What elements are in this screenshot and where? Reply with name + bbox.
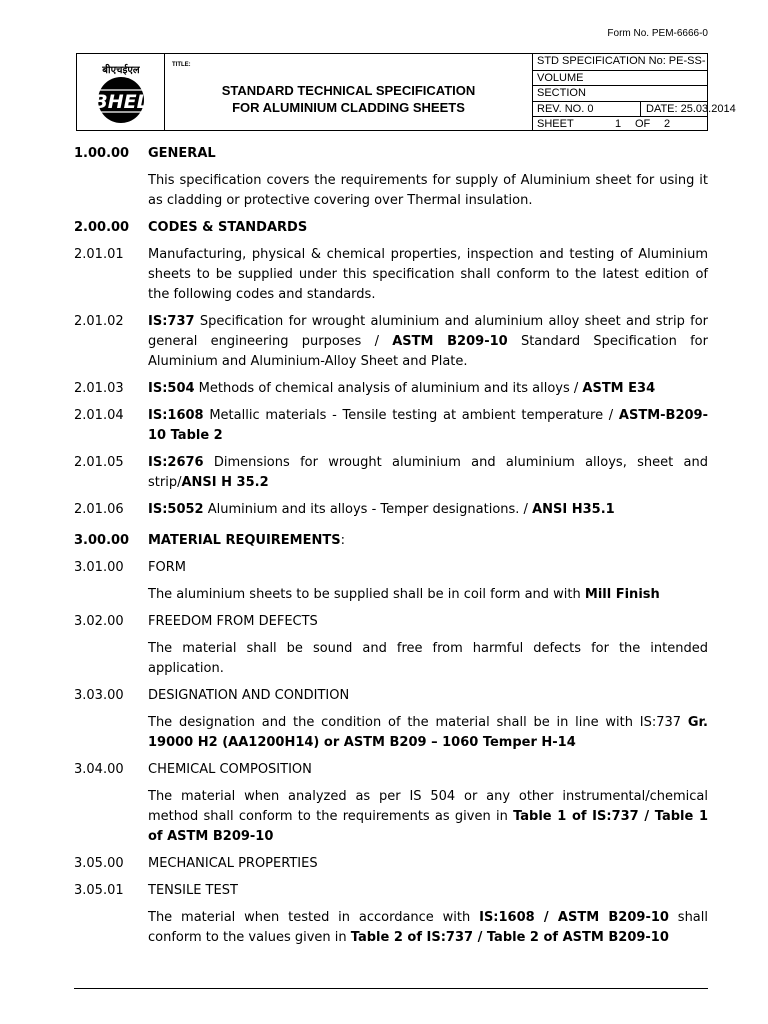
clause-2-01-05 — [74, 453, 708, 493]
clause-number: 2.01.05 — [74, 455, 124, 470]
standard-code: ANSI H 35.2 — [181, 475, 269, 490]
emphasis: Table 2 of IS:737 / Table 2 of ASTM B209-10 — [350, 930, 669, 945]
clause-3-02-00 — [74, 612, 708, 632]
sheet-of-label: OF — [635, 118, 651, 130]
section-heading — [148, 531, 708, 551]
volume-field: VOLUME — [533, 70, 707, 86]
section-number: 1.00.00 — [74, 146, 130, 161]
paragraph-text — [148, 585, 708, 605]
clause-number: 3.05.00 — [74, 856, 124, 871]
logo-text: BHEL — [93, 91, 149, 113]
clause-text — [148, 379, 708, 399]
clause-text: Manufacturing, physical & chemical properties, inspection and testing of Aluminium sheets to be supplied under this specification shall conform to the latest edition of the following codes and standards. — [148, 247, 708, 302]
clause-2-01-03 — [74, 379, 708, 399]
clause-number: 3.02.00 — [74, 614, 124, 629]
clause-2-01-01 — [74, 245, 708, 305]
section-heading: GENERAL — [148, 146, 216, 161]
clause-heading: DESIGNATION AND CONDITION — [148, 688, 350, 703]
paragraph — [74, 585, 708, 605]
clause-description: Metallic materials - Tensile testing at ambient temperature / — [203, 408, 619, 423]
clause-number: 2.01.02 — [74, 314, 124, 329]
paragraph — [74, 639, 708, 679]
clause-heading: FREEDOM FROM DEFECTS — [148, 614, 318, 629]
paragraph — [74, 787, 708, 847]
section-number: 3.00.00 — [74, 533, 130, 548]
revision-date: DATE: 25.03.2014 — [646, 102, 736, 115]
clause-number: 3.01.00 — [74, 560, 124, 575]
logo-hindi-text: बीएचईएल — [102, 65, 140, 76]
section-material-requirements — [74, 531, 708, 551]
paragraph-text: The material shall be sound and free from harmful defects for the intended application. — [148, 641, 708, 676]
clause-number: 3.05.01 — [74, 883, 124, 898]
revision-divider — [640, 102, 641, 117]
clause-3-05-01 — [74, 881, 708, 901]
clause-text — [148, 406, 708, 446]
paragraph-text: This specification covers the requirements for supply of Aluminium sheet for using it as cladding or protective covering over Thermal insulation. — [148, 173, 708, 208]
spec-info-cell — [533, 54, 736, 130]
standard-code: IS:1608 — [148, 408, 204, 423]
clause-3-01-00 — [74, 558, 708, 578]
clause-heading: TENSILE TEST — [148, 883, 238, 898]
section-heading: CODES & STANDARDS — [148, 220, 308, 235]
standard-code: IS:2676 — [148, 455, 204, 470]
standard-code: ASTM B209-10 — [392, 334, 508, 349]
standard-code: ASTM E34 — [582, 381, 656, 396]
paragraph — [74, 171, 708, 211]
clause-description: Standard Specification for Aluminium and Aluminium-Alloy Sheet and Plate. — [148, 334, 708, 369]
paragraph-text — [148, 713, 708, 753]
sheet-label: SHEET — [537, 118, 574, 130]
paragraph-text — [148, 908, 708, 948]
heading-colon: : — [340, 533, 345, 548]
paragraph — [74, 713, 708, 753]
paragraph-text — [148, 787, 708, 847]
clause-description: Dimensions for wrought aluminium and aluminium alloys, sheet and strip/ — [148, 455, 708, 490]
standard-code: IS:504 — [148, 381, 195, 396]
clause-heading: FORM — [148, 560, 186, 575]
clause-2-01-02 — [74, 312, 708, 372]
section-field: SECTION — [533, 85, 707, 101]
clause-number: 2.01.03 — [74, 381, 124, 396]
section-general — [74, 144, 708, 164]
clause-description: Methods of chemical analysis of aluminium and its alloys / — [194, 381, 583, 396]
section-number: 2.00.00 — [74, 220, 130, 235]
std-spec-number: STD SPECIFICATION No: PE-SS- — [537, 55, 706, 67]
section-codes-standards — [74, 218, 708, 238]
sheet-number: 1 — [615, 118, 622, 130]
paragraph-run: shall conform to the values given in — [148, 910, 708, 945]
clause-3-04-00 — [74, 760, 708, 780]
title-line-1: STANDARD TECHNICAL SPECIFICATION — [221, 83, 476, 98]
section-heading-text: MATERIAL REQUIREMENTS — [148, 533, 341, 548]
emphasis: Gr. 19000 H2 (AA1200H14) or ASTM B209 – 1060 Temper H-14 — [148, 715, 708, 750]
clause-description: Specification for wrought aluminium and aluminium alloy sheet and strip for general engineering purposes / — [148, 314, 708, 349]
paragraph-run: The material when tested in accordance with — [148, 910, 480, 925]
specification-body — [74, 144, 708, 955]
clause-number: 2.01.04 — [74, 408, 124, 423]
clause-number: 3.03.00 — [74, 688, 124, 703]
clause-2-01-04 — [74, 406, 708, 446]
sheet-row — [533, 116, 707, 132]
standard-code: ASTM-B209-10 Table 2 — [148, 408, 708, 443]
standard-code: IS:737 — [148, 314, 195, 329]
title-cell — [165, 54, 533, 130]
standard-code: IS:5052 — [148, 502, 204, 517]
paragraph-run: The designation and the condition of the material shall be in line with IS:737 — [148, 715, 688, 730]
title-label: TITLE: — [172, 62, 191, 68]
clause-number: 2.01.01 — [74, 247, 124, 262]
clause-text — [148, 500, 708, 520]
document-title — [165, 82, 532, 116]
clause-text — [148, 312, 708, 372]
emphasis: Mill Finish — [584, 587, 660, 602]
clause-number: 3.04.00 — [74, 762, 124, 777]
document-header-box — [76, 53, 736, 131]
emphasis: Table 1 of IS:737 / Table 1 of ASTM B209-10 — [148, 809, 708, 844]
emphasis: IS:1608 / ASTM B209-10 — [479, 910, 669, 925]
revision-row — [533, 101, 736, 117]
clause-3-05-00 — [74, 854, 708, 874]
clause-3-03-00 — [74, 686, 708, 706]
paragraph-run: The material when analyzed as per IS 504 or any other instrumental/chemical method shall conform to the requirements as given in — [148, 789, 708, 824]
title-line-2: FOR ALUMINIUM CLADDING SHEETS — [232, 100, 465, 115]
clause-heading: CHEMICAL COMPOSITION — [148, 762, 312, 777]
sheet-total: 2 — [664, 118, 671, 130]
clause-text — [148, 453, 708, 493]
clause-2-01-06 — [74, 500, 708, 520]
paragraph-run: The aluminium sheets to be supplied shall be in coil form and with — [148, 587, 585, 602]
clause-description: Aluminium and its alloys - Temper designations. / — [203, 502, 533, 517]
clause-number: 2.01.06 — [74, 502, 124, 517]
footer-rule — [74, 988, 708, 989]
bhel-logo-icon — [85, 60, 157, 126]
logo-cell — [77, 54, 165, 130]
standard-code: ANSI H35.1 — [532, 502, 615, 517]
form-number: Form No. PEM-6666-0 — [607, 28, 708, 39]
clause-heading: MECHANICAL PROPERTIES — [148, 856, 318, 871]
paragraph — [74, 908, 708, 948]
revision-number: REV. NO. 0 — [537, 102, 594, 115]
